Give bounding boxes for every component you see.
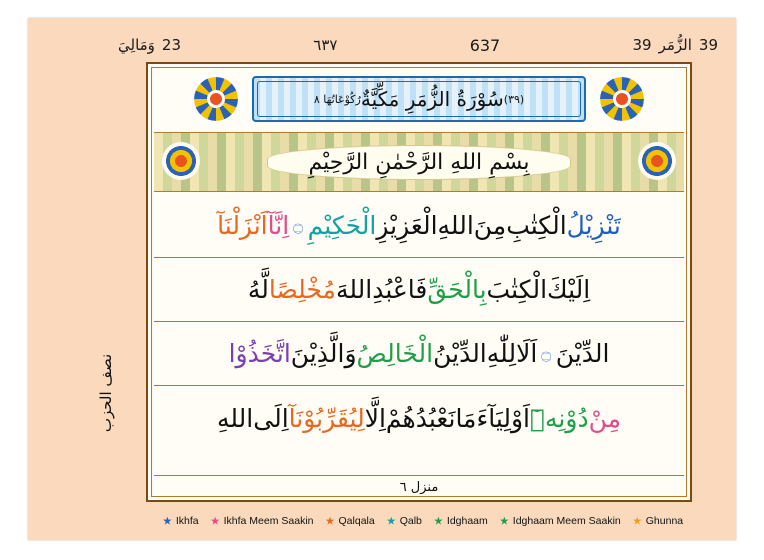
- basmala-band: [154, 132, 684, 192]
- ayah-word: الدِّيْنَ: [555, 339, 610, 368]
- basmala-plate: [268, 146, 569, 179]
- legend-item: [434, 515, 488, 527]
- ayah-word: دُوْنِهٖٓ: [530, 403, 589, 433]
- ayah-word: مُخْلِصًا: [268, 275, 336, 304]
- ayah-line: [154, 322, 684, 386]
- ayah-word: فَاعْبُدِ: [372, 275, 428, 304]
- surah-title-text: سُوْرَةُ الزُّمَرِ مَكِّيَّةٌ: [360, 87, 504, 111]
- header-para-number: 23: [161, 36, 182, 54]
- side-marginal-text: نصف الحزب: [97, 353, 115, 433]
- legend-item: [211, 515, 314, 527]
- legend-star-icon: [163, 517, 172, 526]
- ayah-line: [154, 258, 684, 322]
- page-header: [118, 32, 718, 58]
- legend-label: Idghaam: [446, 515, 488, 527]
- ayah-end-marker-icon: ۝: [293, 216, 304, 236]
- legend-item: [163, 515, 199, 527]
- ayah-word: الْخَالِصُ: [356, 339, 434, 368]
- band-medallion-left-icon: [162, 142, 200, 180]
- header-page-arabic: ٦٣٧: [313, 36, 338, 54]
- quran-text-frame: [146, 62, 692, 502]
- ayah-word: مَا: [455, 403, 477, 433]
- ayah-word: اَنْزَلْنَآ: [217, 211, 268, 240]
- ayah-word: اَلَا: [516, 339, 538, 368]
- ayah-word: لِيُقَرِّبُوْنَآ: [288, 403, 365, 433]
- ayah-word: اِلَيْكَ: [547, 275, 591, 304]
- legend-label: Ikhfa Meem Saakin: [223, 515, 314, 527]
- basmala-text: بِسْمِ اللهِ الرَّحْمٰنِ الرَّحِيْمِ: [308, 149, 530, 175]
- legend-item: [500, 515, 621, 527]
- ayah-word: وَالَّذِيْنَ: [290, 339, 357, 368]
- legend-star-icon: [434, 517, 443, 526]
- header-para-arabic: وَمَالِيَ: [118, 36, 155, 54]
- legend-label: Ghunna: [645, 515, 684, 527]
- header-surah-right: [632, 36, 718, 54]
- legend-item: [387, 515, 422, 527]
- ayah-word: الدِّيْنُ: [433, 339, 487, 368]
- tajweed-legend: [128, 511, 718, 531]
- ayah-word: مِنْ: [588, 403, 622, 433]
- ayah-word: اِلَى: [253, 403, 289, 433]
- legend-label: Ikhfa: [175, 515, 199, 527]
- ayah-word: بِالْحَقِّ: [427, 275, 487, 304]
- ayah-word: مِنَ: [473, 211, 507, 240]
- ayah-word: الْحَكِيْمِ: [307, 211, 377, 240]
- ayah-word: اِنَّآ: [267, 211, 290, 240]
- manzil-footer-text: منزل ٦: [399, 479, 439, 495]
- legend-label: Idghaam Meem Saakin: [512, 515, 621, 527]
- ayah-line: [154, 194, 684, 258]
- ayah-word: اِلَّا: [364, 403, 386, 433]
- ayah-word: الْعَزِيْزِ: [376, 211, 438, 240]
- header-surah-number-latin: 39: [632, 36, 652, 54]
- ayah-end-marker-icon: ۝: [541, 344, 552, 364]
- manzil-footer: [154, 475, 684, 498]
- header-para-left: [118, 36, 181, 54]
- floral-rosette-icon: [190, 73, 242, 125]
- ayah-word: اللهِ: [437, 211, 474, 240]
- legend-star-icon: [211, 517, 220, 526]
- ayah-word: اَوْلِيَآءَ: [476, 403, 531, 433]
- ayah-word: لِلّٰهِ: [486, 339, 517, 368]
- ayah-lines-container: [154, 194, 684, 474]
- legend-star-icon: [326, 517, 335, 526]
- legend-label: Qalb: [399, 515, 422, 527]
- legend-label: Qalqala: [338, 515, 375, 527]
- legend-star-icon: [500, 517, 509, 526]
- surah-title-box: [252, 76, 586, 122]
- surah-ayah-count-right: (٣٩): [503, 92, 525, 106]
- surah-ayah-count-left: رُكُوْعَاتُهَا ٨: [313, 92, 361, 106]
- ayah-word: نَعْبُدُهُمْ: [385, 403, 456, 433]
- surah-heading-band: [154, 70, 684, 128]
- ayah-word: اللهِ: [216, 403, 254, 433]
- quran-page-sheet: [28, 18, 736, 540]
- ayah-word: اتَّخَذُوْا: [228, 339, 291, 368]
- ayah-word: تَنْزِيْلُ: [566, 211, 621, 240]
- legend-item: [633, 515, 683, 527]
- floral-rosette-icon: [596, 73, 648, 125]
- header-page-latin: 637: [469, 35, 501, 55]
- band-medallion-right-icon: [638, 142, 676, 180]
- ayah-word: الْكِتٰبِ: [506, 211, 567, 240]
- header-page-center: [313, 36, 337, 54]
- ayah-word: لَّهُ: [247, 275, 269, 304]
- side-marginal-label: [61, 353, 151, 433]
- ayah-word: اللهَ: [335, 275, 373, 304]
- legend-star-icon: [387, 517, 396, 526]
- header-surah-arabic: الزُّمَر: [658, 36, 692, 54]
- ayah-line: [154, 386, 684, 450]
- legend-item: [326, 515, 375, 527]
- legend-star-icon: [633, 517, 642, 526]
- header-surah-number: 39: [698, 36, 718, 54]
- ayah-word: الْكِتٰبَ: [486, 275, 548, 304]
